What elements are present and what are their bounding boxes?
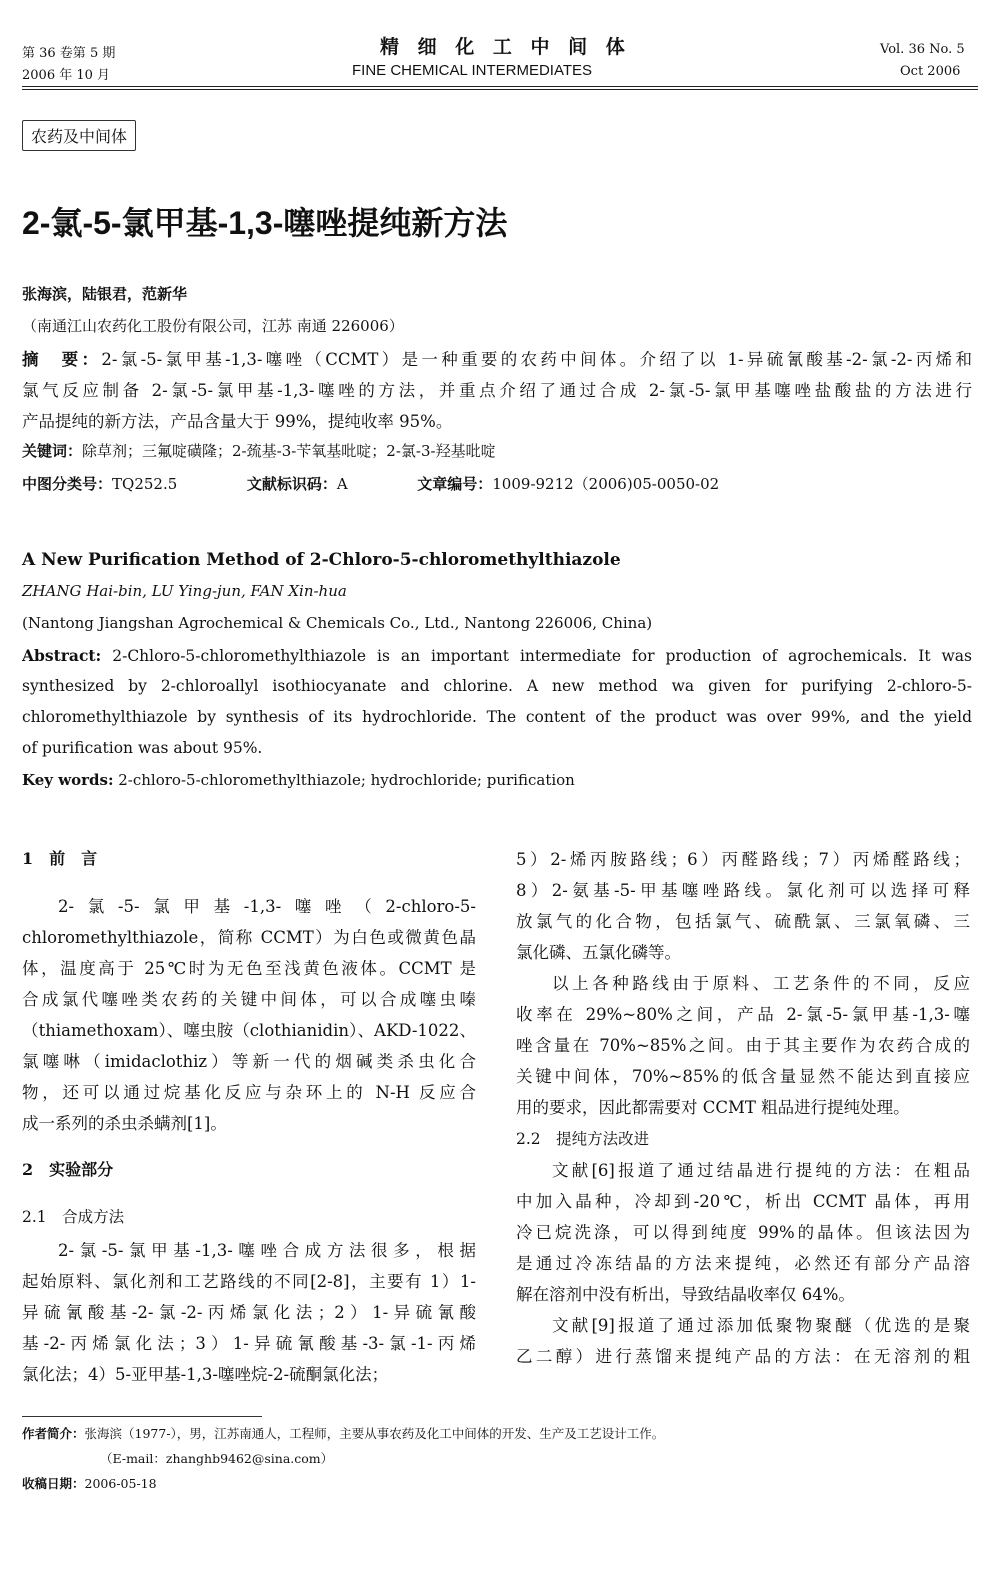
body-text-line: 基-2-丙烯氯化法；3）1-异硫氰酸基-3-氯-1-丙烯 xyxy=(22,1334,476,1353)
author-bio xyxy=(22,1424,664,1442)
body-text-line: 氯化法；4）5-亚甲基-1,3-噻唑烷-2-硫酮氯化法； xyxy=(22,1365,389,1384)
body-text-line: chloromethylthiazole，简称 CCMT）为白色或微黄色晶 xyxy=(22,928,476,947)
abstract-en-line: of purification was about 95%. xyxy=(22,739,263,757)
keywords-en-text: 2-chloro-5-chloromethylthiazole; hydrochloride; purification xyxy=(113,771,575,789)
abstract-cn-line: 产品提纯的新方法，产品含量大于 99%，提纯收率 95%。 xyxy=(22,412,453,431)
issue-date-en: Oct 2006 xyxy=(900,64,961,79)
body-text-line: 解在溶剂中没有析出，导致结晶收率仅 64%。 xyxy=(516,1285,855,1304)
body-text-line: 是通过冷冻结晶的方法来提纯，必然还有部分产品溶 xyxy=(516,1254,970,1273)
body-text-line: 文献[9]报道了通过添加低聚物聚醚（优选的是聚 xyxy=(552,1316,970,1335)
column-tag: 农药及中间体 xyxy=(22,120,136,151)
keywords-en-label: Key words: xyxy=(22,771,114,789)
abstract-en-line: chloromethylthiazole by synthesis of its hydrochloride. The content of the product was over 99%, and the yield xyxy=(22,708,972,726)
section-heading: 1 前 言 xyxy=(22,849,98,868)
body-text-line: 5）2-烯丙胺路线；6）丙醛路线；7）丙烯醛路线； xyxy=(516,850,970,869)
body-text-line: 文献[6]报道了通过结晶进行提纯的方法：在粗品 xyxy=(552,1161,970,1180)
issue-volume-en: Vol. 36 No. 5 xyxy=(880,42,965,57)
authors-cn: 张海滨，陆银君，范新华 xyxy=(22,285,188,303)
section-heading: 2 实验部分 xyxy=(22,1160,114,1179)
issue-date: 2006 年 10 月 xyxy=(22,68,111,83)
keywords-cn-text: 除草剂；三氟啶磺隆；2-巯基-3-苄氧基吡啶；2-氯-3-羟基吡啶 xyxy=(82,442,496,460)
body-text-line: 中加入晶种，冷却到-20℃，析出 CCMT 晶体，再用 xyxy=(516,1192,970,1211)
abstract-en-line: 2-Chloro-5-chloromethylthiazole is an important intermediate for production of agrochemicals. It was xyxy=(101,647,972,665)
body-text-line: 以上各种路线由于原料、工艺条件的不同，反应 xyxy=(552,974,970,993)
affiliation-en: (Nantong Jiangshan Agrochemical & Chemicals Co., Ltd., Nantong 226006, China) xyxy=(22,614,653,632)
body-text-line: 氯化磷、五氯化磷等。 xyxy=(516,943,681,962)
footnote-rule xyxy=(22,1416,262,1417)
keywords-cn xyxy=(22,440,496,461)
body-text-line: 成一系列的杀虫杀螨剂[1]。 xyxy=(22,1114,227,1133)
article-no-value: 1009-9212（2006)05-0050-02 xyxy=(492,475,720,493)
received-value: 2006-05-18 xyxy=(84,1476,157,1491)
section-heading: 2.1 合成方法 xyxy=(22,1208,125,1226)
article-title-en: A New Purification Method of 2-Chloro-5-chloromethylthiazole xyxy=(22,550,621,570)
author-bio-label: 作者简介： xyxy=(22,1426,85,1441)
section-heading: 2.2 提纯方法改进 xyxy=(516,1130,650,1148)
received-date xyxy=(22,1474,157,1492)
received-label: 收稿日期： xyxy=(22,1476,85,1491)
body-text-line: 关键中间体，70%~85%的低含量显然不能达到直接应 xyxy=(516,1067,970,1086)
body-text-line: 乙二醇）进行蒸馏来提纯产品的方法：在无溶剂的粗 xyxy=(516,1347,970,1366)
body-text-line: 收率在 29%~80%之间，产品 2-氯-5-氯甲基-1,3-噻 xyxy=(516,1005,970,1024)
body-text-line: 放氯气的化合物，包括氯气、硫酰氯、三氯氧磷、三 xyxy=(516,912,970,931)
body-text-line: 用的要求，因此都需要对 CCMT 粗品进行提纯处理。 xyxy=(516,1098,910,1117)
authors-en: ZHANG Hai-bin, LU Ying-jun, FAN Xin-hua xyxy=(22,582,347,600)
clc-label: 中图分类号： xyxy=(22,475,113,493)
body-text-line: 冷已烷洗涤，可以得到纯度 99%的晶体。但该法因为 xyxy=(516,1223,970,1242)
keywords-cn-label: 关键词： xyxy=(22,442,83,460)
header-rule xyxy=(22,86,978,87)
body-text-line: 氯噻啉（imidaclothiz）等新一代的烟碱类杀虫化合 xyxy=(22,1052,476,1071)
body-text-line: 2-氯-5-氯甲基-1,3-噻唑合成方法很多，根据 xyxy=(58,1241,476,1260)
journal-title-en: FINE CHEMICAL INTERMEDIATES xyxy=(352,62,593,79)
body-text-line: 8）2-氨基-5-甲基噻唑路线。氯化剂可以选择可释 xyxy=(516,881,970,900)
clc-value: TQ252.5 xyxy=(112,475,178,493)
body-text-line: 唑含量在 70%~85%之间。由于其主要作为农药合成的 xyxy=(516,1036,970,1055)
abstract-cn-line: 氯气反应制备 2-氯-5-氯甲基-1,3-噻唑的方法，并重点介绍了通过合成 2-氯-5-氯甲基噻唑盐酸盐的方法进行 xyxy=(22,381,972,400)
article-no-label: 文章编号： xyxy=(417,475,493,493)
author-email: （E-mail：zhanghb9462@sina.com） xyxy=(100,1451,334,1466)
abstract-en-label: Abstract: xyxy=(22,646,102,665)
affiliation-cn: （南通江山农药化工股份有限公司，江苏 南通 226006） xyxy=(22,317,404,335)
body-text-line: 起始原料、氯化剂和工艺路线的不同[2-8]，主要有 1）1- xyxy=(22,1272,476,1291)
body-text-line: （thiamethoxam）、噻虫胺（clothianidin）、AKD-1022、 xyxy=(22,1021,476,1040)
classification-row xyxy=(22,473,719,494)
body-text-line: 物，还可以通过烷基化反应与杂环上的 N-H 反应合 xyxy=(22,1083,476,1102)
author-bio-text: 张海滨（1977-），男，江苏南通人，工程师，主要从事农药及化工中间体的开发、生产及工艺设计工作。 xyxy=(84,1426,665,1441)
article-title-cn: 2-氯-5-氯甲基-1,3-噻唑提纯新方法 xyxy=(22,205,508,241)
body-text-line: 合成氯代噻唑类农药的关键中间体，可以合成噻虫嗪 xyxy=(22,990,476,1009)
abstract-en-line: synthesized by 2-chloroallyl isothiocyanate and chlorine. A new method wa given for purifying 2-chloro-5- xyxy=(22,677,972,695)
abstract-cn-line: 2-氯-5-氯甲基-1,3-噻唑（CCMT）是一种重要的农药中间体。介绍了以 1-异硫氰酸基-2-氯-2-丙烯和 xyxy=(101,350,972,369)
body-text-line: 异硫氰酸基-2-氯-2-丙烯氯化法；2）1-异硫氰酸 xyxy=(22,1303,476,1322)
body-text-line: 2-氯-5-氯甲基-1,3-噻唑（2-chloro-5- xyxy=(58,897,476,916)
journal-title-cn: 精 细 化 工 中 间 体 xyxy=(380,36,631,58)
doc-code-value: A xyxy=(336,475,348,493)
issue-volume: 第 36 卷第 5 期 xyxy=(22,46,116,61)
body-text-line: 体，温度高于 25℃时为无色至浅黄色液体。CCMT 是 xyxy=(22,959,476,978)
doc-code-label: 文献标识码： xyxy=(246,475,337,493)
header-rule-2 xyxy=(22,89,978,90)
keywords-en xyxy=(22,771,575,789)
abstract-cn-label: 摘 要： xyxy=(22,350,102,369)
